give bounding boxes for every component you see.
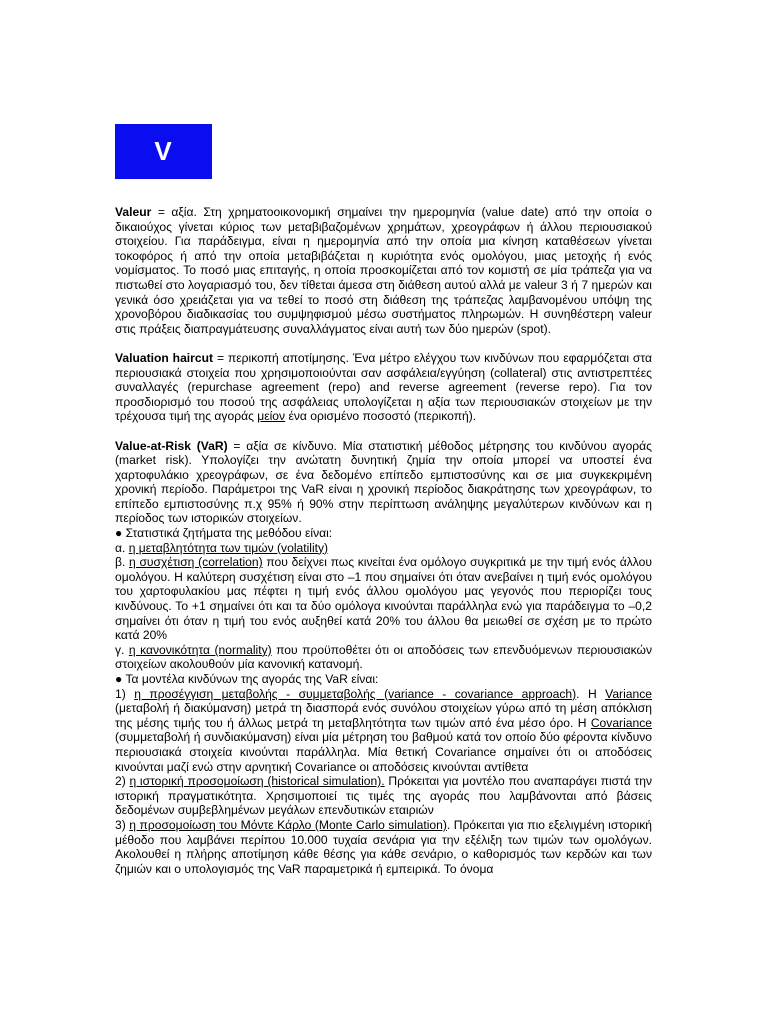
entry-valeur-paragraph xyxy=(115,205,652,336)
var-models-heading: ● Τα μοντέλα κινδύνων της αγοράς της VaR είναι: xyxy=(115,672,379,686)
term-valuation-haircut: Valuation haircut xyxy=(115,350,214,365)
haircut-definition: = περικοπή αποτίμησης. Ένα μέτρο ελέγχου των κινδύνων που εφαρμόζεται στα περιουσιακά στοιχεία που χρησιμοποιούνται σαν ασφάλεια/εγγύηση (collateral) στις αντιστρεπτέες συναλλαγές (repurchase agreement (repo) and reverse agreement (reverse repo). Για τον προσδιορισμό του ποσού της ασφάλειας υπολογίζεται η αξία των περιουσιακών στοιχείων με την τρέχουσα τιμή της αγοράς xyxy=(115,350,652,424)
var-model-3 xyxy=(115,818,652,876)
issue-c-text: που προϋποθέτει ότι οι αποδόσεις των επενδυόμενων περιουσιακών στοιχείων ακολουθούν μία κανονική κατανομή. xyxy=(115,642,652,672)
model-3-prefix: 3) xyxy=(115,817,130,832)
model-2-text: Πρόκειται για μοντέλο που αναπαράγει πιστά την ιστορική πραγματικότητα. Χρησιμοποιεί τις τιμές της αγοράς που λαμβάνονται από βάσεις δεδομένων συμβεβλημένων μεγάλων επενδυτικών εταιριών xyxy=(115,774,652,818)
model-3-text: . Πρόκειται για πιο εξελιγμένη ιστορική μέθοδο που λαμβάνει περίπου 10.000 τυχαία σενάρια για την εξέλιξη των τιμών των ομολόγων. Ακολουθεί η πλήρης αποτίμηση κάθε θέσης για κάθε σενάριο, ο καθορισμός των κερδών και των ζημιών και ο υπολογισμός της VaR παραμετρικά ή εμπειρικά. Το όνομα xyxy=(115,817,652,876)
term-value-at-risk: Value-at-Risk (VaR) xyxy=(115,438,228,453)
model-1-text-c: (συμμεταβολή ή συνδιακύμανση) είναι μία μέτρηση του βαθμού κατά τον οποίο δύο φέροντα κίνδυνο περιουσιακά στοιχεία κινούνται παράλληλα. Μία θετική Covariance σημαίνει ότι οι αποδόσεις κινούνται μαζί ενώ στην αρνητική Covariance οι αποδόσεις κινούνται αντίθετα xyxy=(115,730,652,774)
issue-c-link: η κανονικότητα (normality) xyxy=(128,642,272,657)
term-valeur: Valeur xyxy=(115,205,152,219)
var-definition: = αξία σε κίνδυνο. Μία στατιστική μέθοδος μέτρησης του κινδύνου αγοράς (market risk). Υπολογίζει την ανώτατη δυνητική ζημία την οποία μπορεί να υποστεί ένα χαρτοφυλάκιο χρεογράφων, σε ένα δεδομένο επίπεδο εμπιστοσύνης και σε μια συγκεκριμένη χρονική περίοδο. Παράμετροι της VaR είναι η χρονική περίοδος διακράτησης των χρεογράφων, το επίπεδο εμπιστοσύνης π.χ 95% ή 90% στην περίπτωση ανάληψης μεγαλύτερων κινδύνων και η περίοδος των ιστορικών στοιχείων. xyxy=(115,438,652,526)
section-letter-box xyxy=(115,124,212,179)
model-3-link: η προσομοίωση του Μόντε Κάρλο (Monte Carlo simulation) xyxy=(129,817,447,832)
entry-valuation-haircut xyxy=(115,351,652,424)
issue-a-link: η μεταβλητότητα των τιμών (volatility) xyxy=(128,540,329,555)
model-2-prefix: 2) xyxy=(115,774,130,789)
haircut-underlined-word: μείον xyxy=(257,409,286,424)
model-1-link: η προσέγγιση μεταβολής - συμμεταβολής (variance - covariance approach) xyxy=(134,686,577,701)
entry-value-at-risk xyxy=(115,439,652,877)
model-1-text-a: . Η xyxy=(576,686,606,701)
issue-b-link: η συσχέτιση (correlation) xyxy=(129,555,263,570)
model-1-covariance: Covariance xyxy=(590,715,652,730)
var-issue-b xyxy=(115,555,652,643)
haircut-definition-end: ένα ορισμένο ποσοστό (περικοπή). xyxy=(285,409,477,424)
var-issues-heading: ● Στατιστικά ζητήματα της μεθόδου είναι: xyxy=(115,526,333,541)
section-letter: V xyxy=(154,136,173,166)
issue-c-prefix: γ. xyxy=(115,642,129,657)
var-issue-c xyxy=(115,643,652,672)
entry-valeur xyxy=(115,205,652,336)
issue-a-prefix: α. xyxy=(115,540,129,555)
var-model-2 xyxy=(115,774,652,818)
entry-haircut-paragraph xyxy=(115,351,652,424)
var-model-1 xyxy=(115,687,652,775)
model-1-variance: Variance xyxy=(605,686,652,701)
var-issue-a xyxy=(115,541,652,556)
model-1-text-b: (μεταβολή ή διακύμανση) μετρά τη διασπορά ενός συνόλου στοιχείων γύρω από τη μέση απόκλιση της μέσης τιμής του ή άλλως μετρά τη μεταβλητότητα των τιμών από ένα μέσο όρο. Η xyxy=(115,701,652,730)
model-1-prefix: 1) xyxy=(115,686,135,701)
issue-b-prefix: β. xyxy=(115,555,130,570)
glossary-content xyxy=(115,205,652,876)
valeur-definition: = αξία. Στη χρηματοοικονομική σημαίνει την ημερομηνία (value date) από την οποία ο δικαιούχος γίνεται κύριος των μεταβιβαζομένων χρημάτων, χρεογράφων ή άλλου περιουσιακού στοιχείου. Για παράδειγμα, είναι η ημερομηνία από την οποία μια κίνηση καταθέσεων γίνεται τοκοφόρος ή από την οποία μεταβιβάζεται η κυριότητα ενός ομολόγου, μιας μετοχής ή ενός νομίσματος. Το ποσό μιας επιταγής, η οποία προσκομίζεται από τον κομιστή σε μία τράπεζα για να πιστωθεί στο λογαριασμό του, δεν τίθεται άμεσα στη διάθεση αυτού αλλά με valeur 3 ή 7 ημερών και γενικά όσο χρειάζεται για να τεθεί το ποσό στη διάθεση της τράπεζας λαμβανομένου υπόψη της χρονοβόρου διαδικασίας του συμψηφισμού μέσω συστήματος πληρωμών. Η συνηθέστερη valeur στις πράξεις διαπραγμάτευσης συναλλάγματος είναι αυτή των δύο ημερών (spot). xyxy=(115,205,652,336)
var-paragraph xyxy=(115,439,652,527)
model-2-link: η ιστορική προσομοίωση (historical simulation). xyxy=(129,774,385,789)
issue-b-text: που δείχνει πως κινείται ένα ομόλογο συγκριτικά με την τιμή ενός άλλου ομολόγου. Η καλύτερη συσχέτιση είναι στο –1 που σημαίνει ότι όταν ανεβαίνει η τιμή ενός ομολόγου του χαρτοφυλακίου μας πέφτει η τιμή ενός άλλου ομολόγου μας γεγονός που περιορίζει τους κινδύνους. Το +1 σημαίνει ότι και τα δύο ομόλογα κινούνται παράλληλα ενώ για παράδειγμα το –0,2 σημαίνει ότι όταν η τιμή του ενός αυξηθεί κατά 20% του άλλου θα μειωθεί σε σχέση με το πρώτο κατά 20% xyxy=(115,555,652,643)
